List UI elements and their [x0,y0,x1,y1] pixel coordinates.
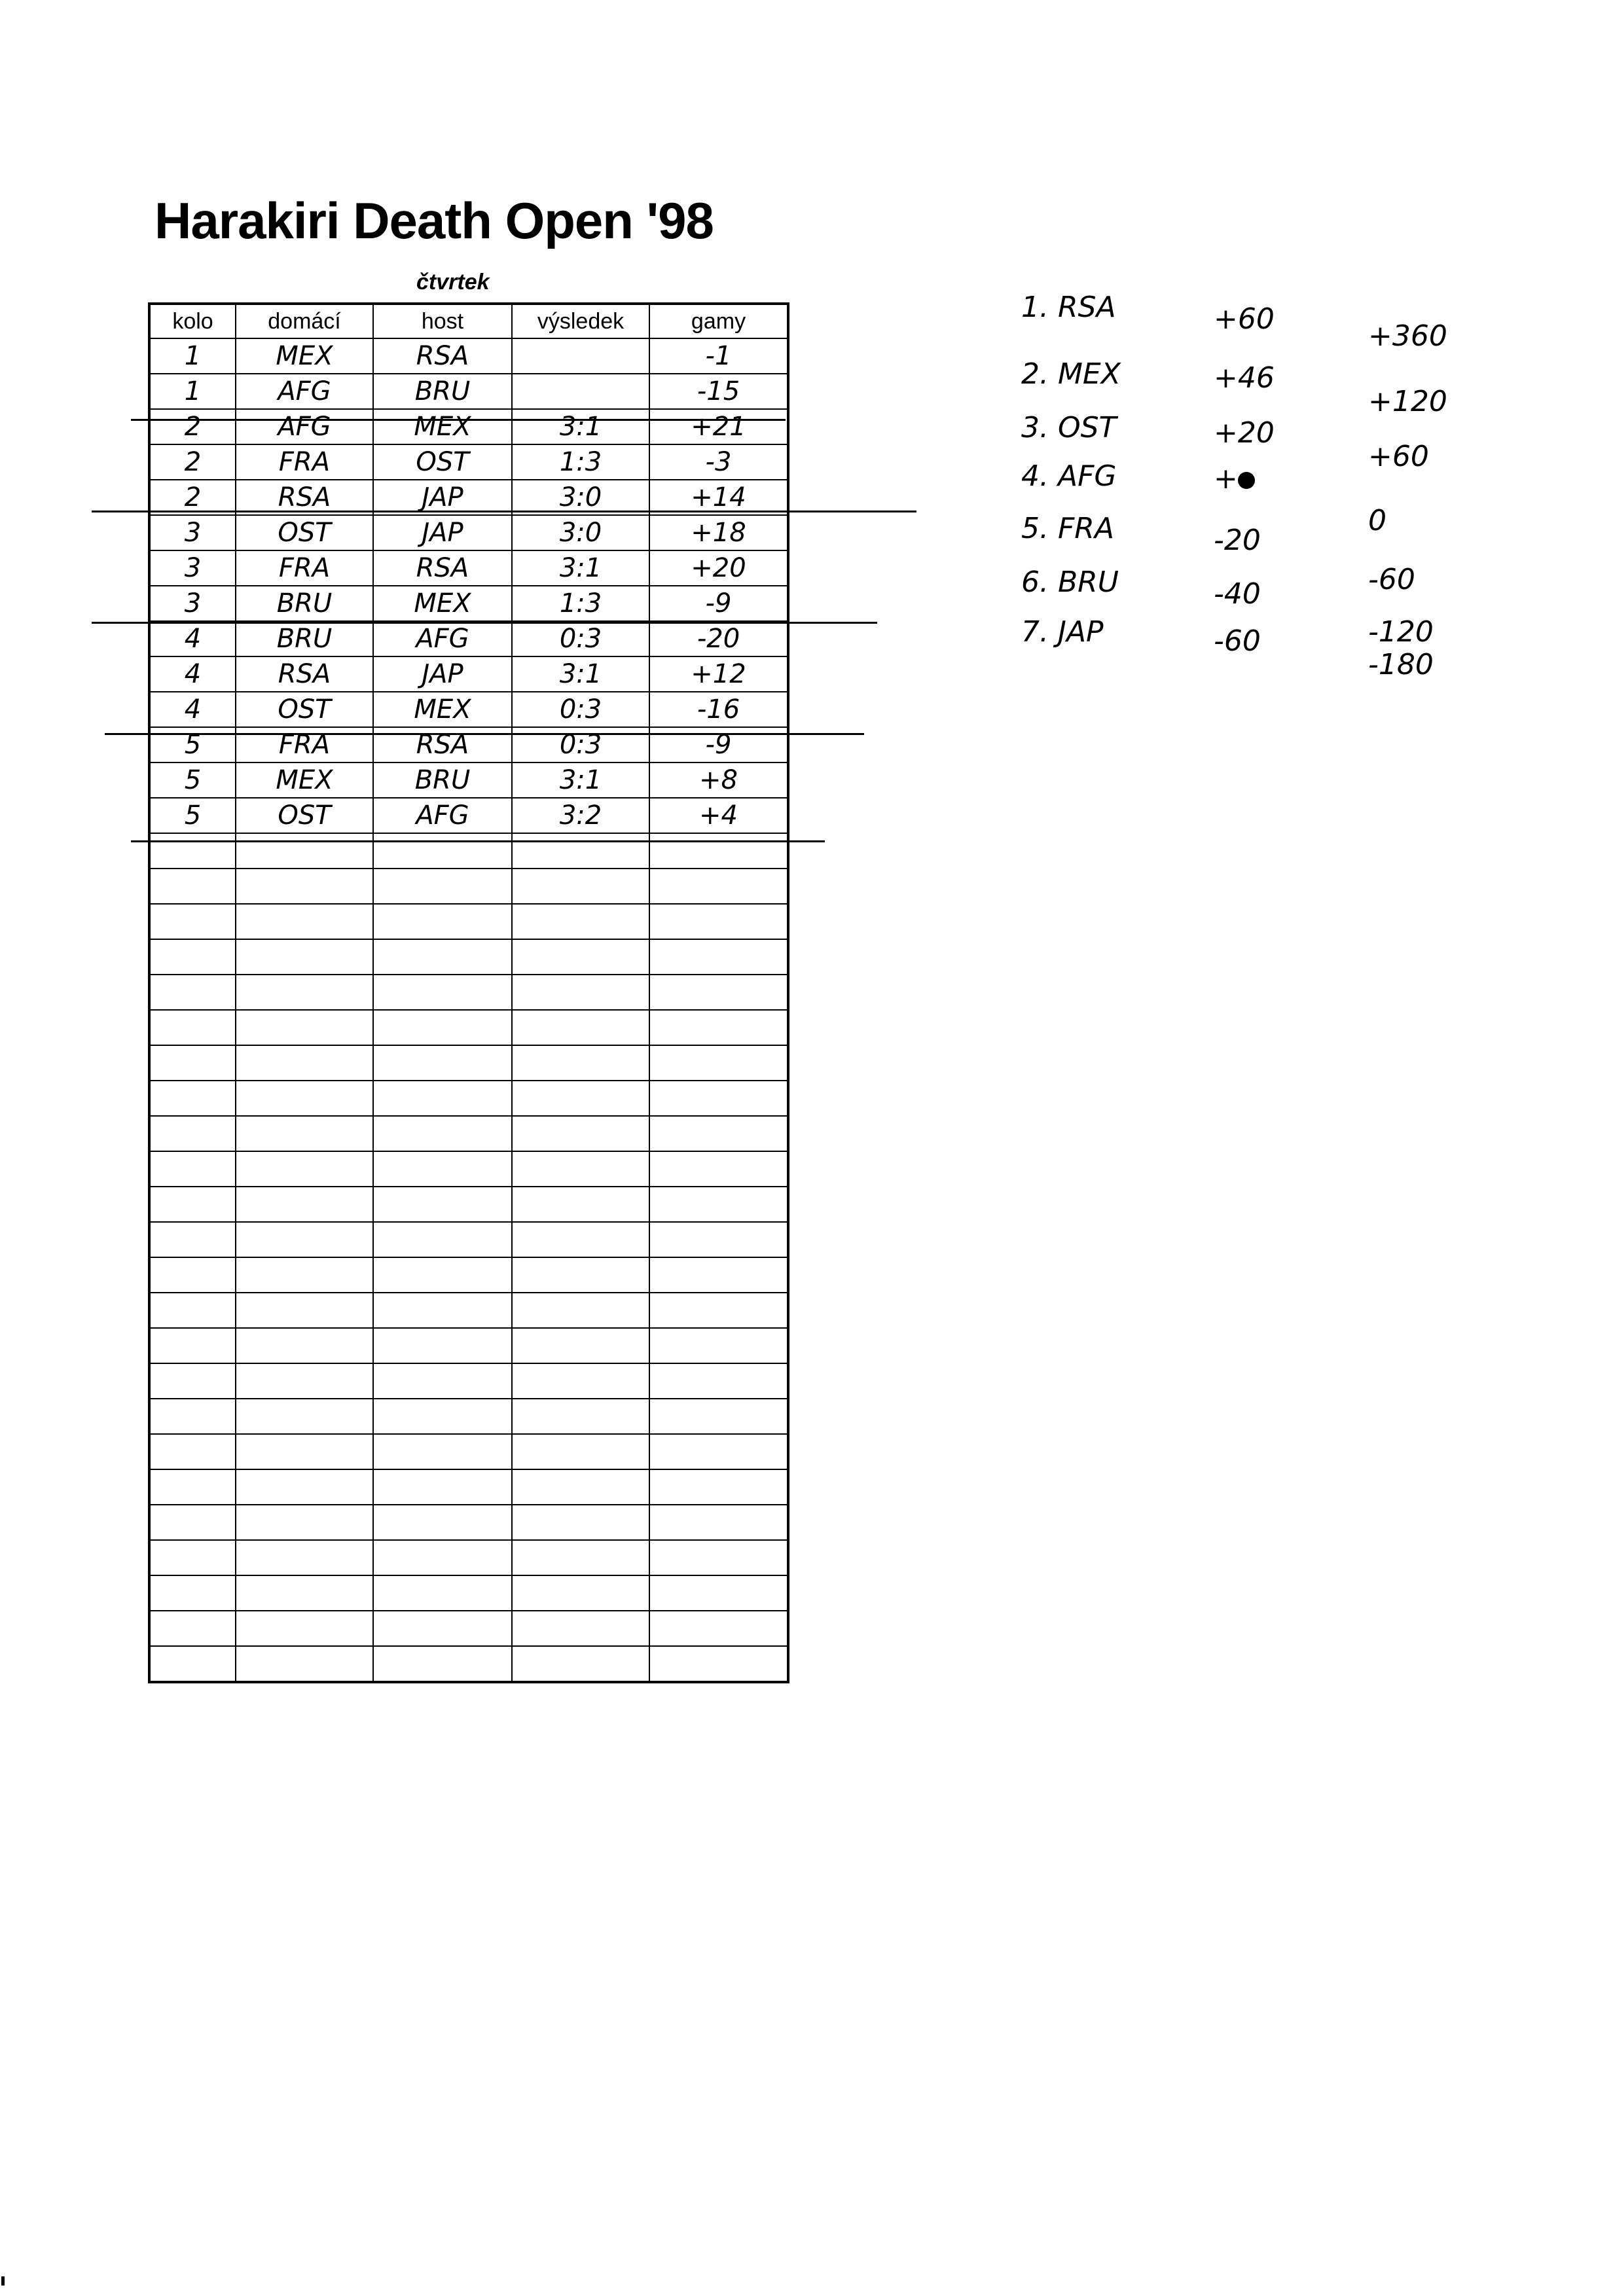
cell-gamy: -9 [649,727,788,762]
cell-gamy [649,939,788,975]
cell-kolo: 1 [149,374,236,409]
cell-domaci [236,1575,373,1611]
cell-vysledek [512,1045,649,1081]
standing-team: 3. OST [1021,411,1117,444]
cell-domaci [236,1045,373,1081]
table-row [149,621,788,656]
cell-host: BRU [373,762,512,798]
cell-gamy [649,975,788,1010]
table-row [149,798,788,833]
cell-gamy [649,1187,788,1222]
cell-host: JAP [373,480,512,515]
cell-domaci: RSA [236,480,373,515]
cell-kolo [149,1399,236,1434]
cell-kolo [149,1222,236,1257]
cell-domaci [236,1151,373,1187]
cell-domaci [236,1081,373,1116]
cell-kolo: 4 [149,656,236,692]
table-row [149,975,788,1010]
cell-gamy [649,1505,788,1540]
cell-domaci: FRA [236,444,373,480]
standing-team: 2. MEX [1021,357,1121,391]
strike-line [105,733,864,735]
standing-games: +46 [1214,361,1275,395]
strike-line [92,622,877,624]
cell-domaci [236,1257,373,1293]
cell-host [373,1081,512,1116]
cell-host [373,1151,512,1187]
cell-host [373,1469,512,1505]
cell-domaci: AFG [236,374,373,409]
cell-vysledek [512,1646,649,1682]
table-row [149,550,788,586]
cell-gamy: -9 [649,586,788,621]
cell-vysledek [512,1081,649,1116]
cell-vysledek: 1:3 [512,444,649,480]
cell-host [373,1257,512,1293]
table-row [149,833,788,869]
cell-domaci [236,1222,373,1257]
standing-points: +120 [1368,385,1447,418]
cell-kolo: 2 [149,444,236,480]
scan-mark [1,2276,5,2286]
cell-vysledek: 3:1 [512,550,649,586]
cell-kolo: 5 [149,798,236,833]
cell-vysledek [512,904,649,939]
cell-vysledek [512,1257,649,1293]
table-body [149,338,788,1682]
cell-gamy [649,1010,788,1045]
table-row [149,1328,788,1363]
cell-host [373,1646,512,1682]
cell-host [373,1505,512,1540]
cell-host [373,1611,512,1646]
cell-domaci [236,1469,373,1505]
standing-team: 4. AFG [1021,459,1117,493]
cell-vysledek [512,1010,649,1045]
cell-domaci [236,1293,373,1328]
cell-domaci [236,1611,373,1646]
table-row [149,409,788,444]
table-row [149,1363,788,1399]
cell-gamy [649,1328,788,1363]
cell-kolo: 3 [149,586,236,621]
cell-host [373,1187,512,1222]
cell-domaci: BRU [236,621,373,656]
cell-domaci: FRA [236,727,373,762]
cell-host: BRU [373,374,512,409]
cell-vysledek [512,939,649,975]
cell-vysledek [512,1222,649,1257]
cell-domaci [236,1399,373,1434]
cell-host [373,833,512,869]
table-row [149,762,788,798]
standing-games: -20 [1214,524,1261,557]
cell-kolo: 4 [149,621,236,656]
cell-gamy [649,1575,788,1611]
cell-host: MEX [373,692,512,727]
cell-domaci [236,1363,373,1399]
header-row [149,304,788,338]
header-kolo: kolo [149,304,236,338]
cell-vysledek [512,975,649,1010]
cell-domaci [236,869,373,904]
table-row [149,939,788,975]
cell-gamy [649,1399,788,1434]
standing-points: +360 [1368,319,1447,353]
cell-domaci: OST [236,515,373,550]
cell-kolo [149,1611,236,1646]
standing-games: +20 [1214,416,1275,450]
results-table [148,302,789,1683]
cell-gamy [649,1257,788,1293]
table-row [149,904,788,939]
cell-kolo: 1 [149,338,236,374]
cell-host [373,1540,512,1575]
cell-domaci: AFG [236,409,373,444]
cell-host [373,1045,512,1081]
standing-points: 0 [1368,504,1386,537]
cell-vysledek: 0:3 [512,692,649,727]
cell-domaci [236,1187,373,1222]
cell-vysledek [512,1505,649,1540]
cell-host: MEX [373,586,512,621]
standing-points: +60 [1368,440,1429,473]
cell-gamy [649,1222,788,1257]
cell-gamy [649,1151,788,1187]
header-domaci: domácí [236,304,373,338]
standing-points: -120 [1368,615,1434,649]
cell-kolo: 3 [149,515,236,550]
cell-vysledek: 3:2 [512,798,649,833]
standing-games: + [1214,462,1255,495]
cell-kolo [149,1010,236,1045]
cell-vysledek [512,1328,649,1363]
cell-host [373,1399,512,1434]
cell-domaci: FRA [236,550,373,586]
table-row [149,1151,788,1187]
table-row [149,1045,788,1081]
cell-host [373,904,512,939]
cell-gamy: +21 [649,409,788,444]
cell-host: RSA [373,550,512,586]
cell-domaci [236,975,373,1010]
cell-host: OST [373,444,512,480]
cell-domaci [236,939,373,975]
standing-team: 5. FRA [1021,512,1114,545]
cell-vysledek [512,869,649,904]
cell-gamy: -16 [649,692,788,727]
cell-gamy: -3 [649,444,788,480]
cell-kolo [149,1575,236,1611]
cell-kolo [149,869,236,904]
cell-vysledek [512,1469,649,1505]
cell-vysledek [512,833,649,869]
standing-games: -60 [1214,624,1261,658]
cell-host: JAP [373,515,512,550]
cell-gamy [649,1116,788,1151]
cell-vysledek [512,1575,649,1611]
cell-kolo: 2 [149,480,236,515]
table-row [149,1505,788,1540]
cell-gamy: +20 [649,550,788,586]
standing-team: 1. RSA [1021,291,1116,324]
cell-host [373,939,512,975]
table-row [149,515,788,550]
cell-host: RSA [373,727,512,762]
table-row [149,1540,788,1575]
cell-gamy [649,1045,788,1081]
cell-host [373,1434,512,1469]
table-row [149,444,788,480]
cell-gamy [649,1081,788,1116]
cell-kolo: 5 [149,727,236,762]
cell-gamy [649,1611,788,1646]
cell-kolo [149,904,236,939]
cell-domaci [236,1540,373,1575]
table-row [149,1399,788,1434]
strike-line [131,419,786,421]
cell-vysledek [512,1363,649,1399]
cell-domaci: OST [236,798,373,833]
table-row [149,656,788,692]
cell-gamy [649,1646,788,1682]
page-title: Harakiri Death Open '98 [154,192,714,249]
table-row [149,1257,788,1293]
day-subtitle: čtvrtek [416,270,490,295]
table-row [149,338,788,374]
table-row [149,692,788,727]
table-row [149,1081,788,1116]
ink-blot-icon [1238,472,1255,489]
standing-points: -180 [1368,648,1434,681]
cell-domaci [236,1505,373,1540]
cell-gamy [649,833,788,869]
cell-kolo [149,1646,236,1682]
standing-points: -60 [1368,563,1415,596]
cell-host [373,975,512,1010]
strike-line [131,840,825,842]
cell-vysledek [512,1540,649,1575]
header-host: host [373,304,512,338]
standing-team: 6. BRU [1021,565,1119,599]
cell-kolo [149,939,236,975]
cell-host: RSA [373,338,512,374]
cell-vysledek [512,1434,649,1469]
table-row [149,1293,788,1328]
table-row [149,1222,788,1257]
cell-domaci [236,1010,373,1045]
cell-vysledek: 3:0 [512,515,649,550]
cell-gamy: +18 [649,515,788,550]
cell-gamy: +8 [649,762,788,798]
cell-vysledek: 1:3 [512,586,649,621]
cell-vysledek [512,374,649,409]
table-row [149,869,788,904]
cell-gamy [649,1434,788,1469]
cell-domaci: BRU [236,586,373,621]
cell-gamy [649,1293,788,1328]
cell-kolo [149,975,236,1010]
cell-host [373,1116,512,1151]
cell-vysledek [512,1293,649,1328]
cell-domaci [236,1646,373,1682]
cell-gamy: +12 [649,656,788,692]
cell-domaci [236,1434,373,1469]
cell-domaci [236,1116,373,1151]
cell-domaci: MEX [236,338,373,374]
cell-vysledek [512,1399,649,1434]
cell-host: MEX [373,409,512,444]
cell-kolo [149,1328,236,1363]
cell-vysledek: 0:3 [512,621,649,656]
cell-kolo [149,1469,236,1505]
cell-kolo [149,1116,236,1151]
cell-gamy: -20 [649,621,788,656]
cell-kolo: 4 [149,692,236,727]
cell-gamy: +14 [649,480,788,515]
table-row [149,1187,788,1222]
cell-kolo [149,1151,236,1187]
cell-kolo [149,1540,236,1575]
cell-gamy: +4 [649,798,788,833]
cell-gamy [649,1469,788,1505]
cell-vysledek [512,1116,649,1151]
table-row [149,1646,788,1682]
table-row [149,1434,788,1469]
cell-host [373,1575,512,1611]
cell-domaci [236,833,373,869]
cell-kolo [149,1363,236,1399]
header-gamy: gamy [649,304,788,338]
cell-kolo: 2 [149,409,236,444]
cell-vysledek [512,1151,649,1187]
table-row [149,1116,788,1151]
table-row [149,480,788,515]
cell-vysledek: 0:3 [512,727,649,762]
cell-vysledek: 3:1 [512,409,649,444]
cell-gamy [649,1363,788,1399]
cell-domaci [236,904,373,939]
cell-host [373,869,512,904]
header-vysledek: výsledek [512,304,649,338]
table-row [149,1611,788,1646]
cell-host: JAP [373,656,512,692]
table-row [149,1575,788,1611]
cell-domaci: MEX [236,762,373,798]
cell-vysledek [512,1611,649,1646]
cell-vysledek: 3:1 [512,656,649,692]
cell-host [373,1293,512,1328]
cell-host [373,1328,512,1363]
cell-vysledek: 3:1 [512,762,649,798]
cell-kolo: 5 [149,762,236,798]
cell-host: AFG [373,798,512,833]
table-row [149,1010,788,1045]
cell-kolo [149,1045,236,1081]
table-row [149,374,788,409]
cell-domaci [236,1328,373,1363]
table-row [149,1469,788,1505]
standing-games: +60 [1214,302,1275,336]
cell-kolo [149,1505,236,1540]
cell-kolo [149,833,236,869]
cell-vysledek [512,338,649,374]
table-row [149,586,788,621]
cell-kolo [149,1187,236,1222]
cell-gamy [649,869,788,904]
cell-kolo [149,1293,236,1328]
cell-kolo [149,1434,236,1469]
strike-line [92,511,916,512]
standing-games: -40 [1214,577,1261,611]
cell-kolo: 3 [149,550,236,586]
cell-domaci: OST [236,692,373,727]
cell-kolo [149,1257,236,1293]
cell-gamy: -1 [649,338,788,374]
cell-gamy: -15 [649,374,788,409]
cell-vysledek: 3:0 [512,480,649,515]
cell-vysledek [512,1187,649,1222]
cell-host: AFG [373,621,512,656]
cell-gamy [649,1540,788,1575]
cell-host [373,1010,512,1045]
cell-kolo [149,1081,236,1116]
cell-gamy [649,904,788,939]
cell-domaci: RSA [236,656,373,692]
cell-host [373,1222,512,1257]
cell-host [373,1363,512,1399]
standing-team: 7. JAP [1021,615,1104,649]
